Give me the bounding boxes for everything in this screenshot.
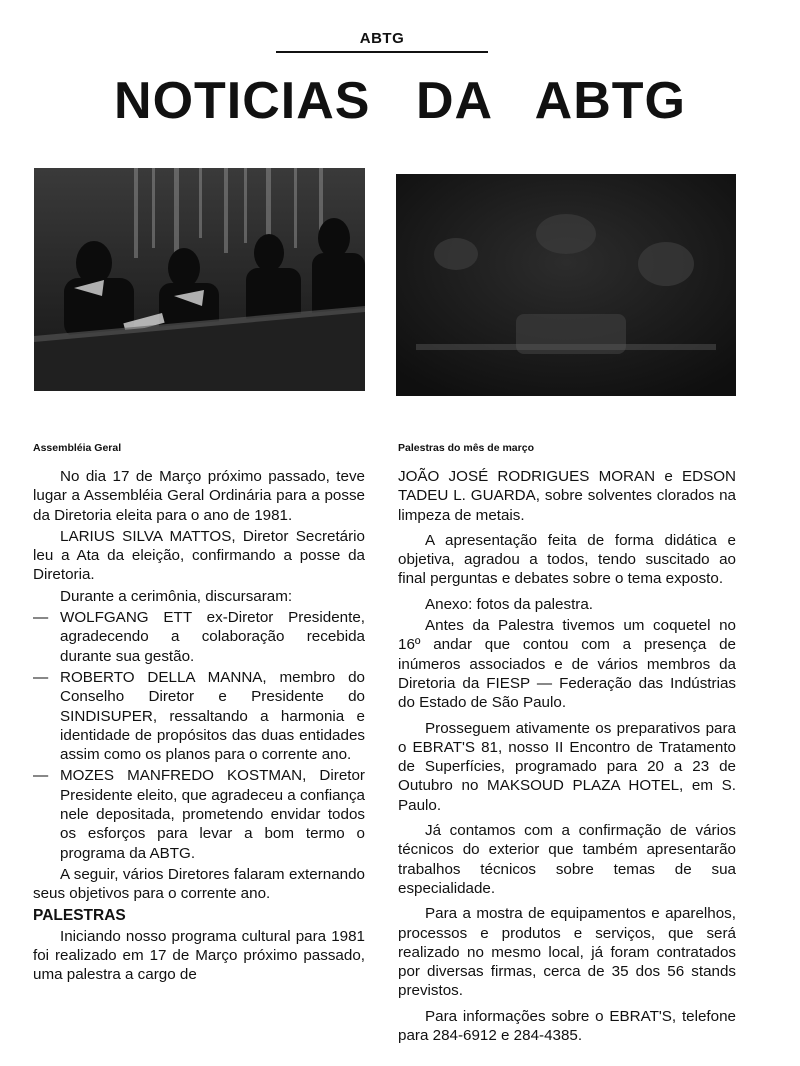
dash-marker: — xyxy=(33,767,49,785)
paragraph: A apresentação feita de forma didática e objetiva, agradou a todos, tendo suscitado ao final perguntas e debates sobre o tema exposto. xyxy=(398,531,736,588)
assembly-photo xyxy=(34,168,365,391)
paragraph: Para a mostra de equipamentos e aparelhos, processos e produtos e serviços, que será realizado no mesmo local, já foram contratados por diversas firmas, cerca de 35 dos 56 stands previstos. xyxy=(398,905,736,1000)
header-rule xyxy=(276,51,488,53)
list-item-text: WOLFGANG ETT ex-Diretor Presidente, agradecendo a colaboração recebida durante sua gestão. xyxy=(60,609,365,665)
paragraph: Prosseguem ativamente os preparativos para o EBRAT'S 81, nosso II Encontro de Tratamento de Superfícies, programado para 20 a 23 de Outubro no MAKSOUD PLAZA HOTEL, em S. Paulo. xyxy=(398,719,736,814)
list-item-text: MOZES MANFREDO KOSTMAN, Diretor Presidente eleito, que agradeceu a confiança nele depositada, prometendo envidar todos os esforços para levar a bom termo o programa da ABTG. xyxy=(60,767,365,862)
paragraph: A seguir, vários Diretores falaram externando seus objetivos para o corrente ano. xyxy=(33,865,365,903)
list-item xyxy=(33,766,365,862)
paragraph: Durante a cerimônia, discursaram: xyxy=(60,587,293,605)
section-label: ABTG xyxy=(359,30,405,47)
paragraph: JOÃO JOSÉ RODRIGUES MORAN e EDSON TADEU L. GUARDA, sobre solventes clorados na limpeza de metais. xyxy=(398,468,736,524)
dash-marker: — xyxy=(33,668,49,686)
paragraph: Já contamos com a confirmação de vários técnicos do exterior que também apresentarão trabalhos técnicos sobre temas de sua especialidade. xyxy=(398,822,736,897)
paragraph: LARIUS SILVA MATTOS, Diretor Secretário leu a Ata da eleição, confirmando a posse da Diretoria. xyxy=(33,527,365,584)
right-column xyxy=(398,441,736,1047)
list-item xyxy=(33,668,365,764)
dash-marker: — xyxy=(33,609,49,627)
paragraph: Iniciando nosso programa cultural para 1981 foi realizado em 17 de Março próximo passado, uma palestra a cargo de xyxy=(33,927,365,984)
paragraph: Para informações sobre o EBRAT'S, telefone para 284-6912 e 284-4385. xyxy=(398,1007,736,1045)
lecture-photo xyxy=(396,174,736,396)
list-item xyxy=(33,608,365,666)
photo-caption-lecture: Palestras do mês de março xyxy=(398,442,534,454)
section-heading: PALESTRAS xyxy=(33,906,126,924)
photo-caption-assembly: Assembléia Geral xyxy=(33,442,122,454)
paragraph: Antes da Palestra tivemos um coquetel no 16º andar que contou com a presença de inúmeros associados e de vários membros da Diretoria da FIESP — Federação das Indústrias do Estado de São Paulo. xyxy=(398,617,736,712)
list-item-text: ROBERTO DELLA MANNA, membro do Conselho Diretor e Presidente do SINDISUPER, ressaltando a harmonia e identidade de propósitos das duas entidades assim como os planos para o corrente ano. xyxy=(60,668,365,764)
left-column xyxy=(33,441,365,987)
paragraph: No dia 17 de Março próximo passado, teve lugar a Assembléia Geral Ordinária para a posse da Diretoria eleita para o ano de 1981. xyxy=(33,468,365,524)
paragraph: Anexo: fotos da palestra. xyxy=(425,595,594,613)
page-title: NOTICIAS DA ABTG xyxy=(114,72,686,130)
